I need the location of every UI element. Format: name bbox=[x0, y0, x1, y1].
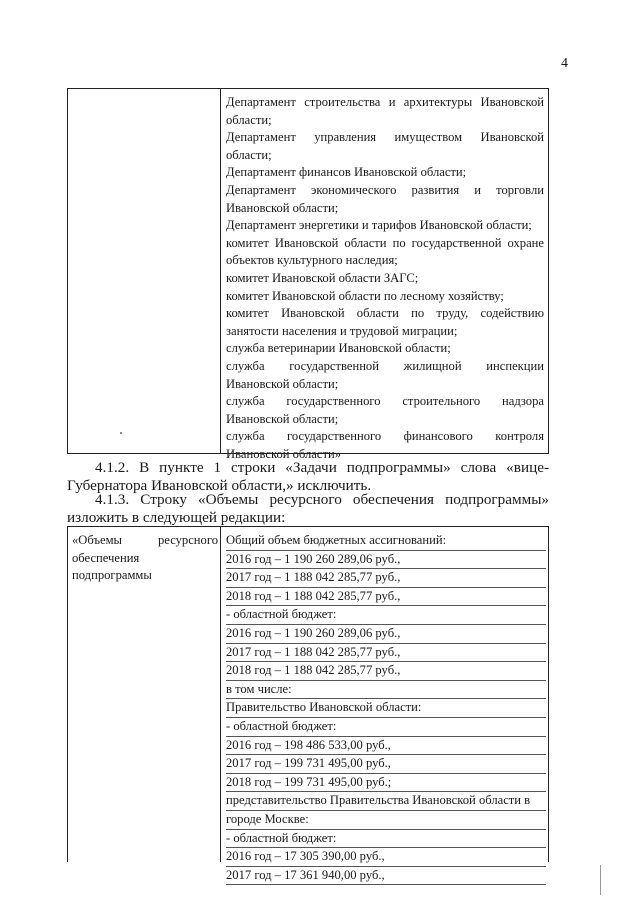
budget-line: 2018 год – 199 731 495,00 руб.; bbox=[226, 774, 546, 793]
agency-line: объектов культурного наследия; bbox=[226, 253, 398, 268]
budget-line: - областной бюджет: bbox=[226, 830, 546, 849]
agency-line: области; bbox=[226, 147, 272, 162]
resources-table bbox=[67, 526, 549, 882]
column-divider bbox=[220, 89, 221, 453]
budget-line: 2017 год – 1 188 042 285,77 руб., bbox=[226, 644, 546, 663]
agency-line: Департамент финансов Ивановской области; bbox=[226, 165, 467, 180]
budget-line: 2017 год – 1 188 042 285,77 руб., bbox=[226, 569, 546, 588]
budget-line: 2016 год – 1 190 260 289,06 руб., bbox=[226, 625, 546, 644]
scan-edge-mark bbox=[600, 865, 601, 895]
agency-line: занятости населения и трудовой миграции; bbox=[226, 323, 458, 338]
agency-line: Ивановской области; bbox=[226, 411, 339, 426]
budget-values-cell bbox=[226, 532, 546, 885]
agency-line: области; bbox=[226, 112, 272, 127]
agencies-list-cell bbox=[226, 94, 544, 463]
agency-line: комитет Ивановской области ЗАГС; bbox=[226, 270, 419, 285]
agency-line: Департамент управления имуществом Ивановской bbox=[226, 130, 544, 145]
budget-line: - областной бюджет: bbox=[226, 606, 546, 625]
budget-line: 2017 год – 199 731 495,00 руб., bbox=[226, 755, 546, 774]
paragraph-4-1-3 bbox=[67, 491, 549, 526]
paragraph-line: изложить в следующей редакции: bbox=[67, 508, 286, 526]
paragraph-line: 4.1.3. Строку «Объемы ресурсного обеспечения подпрограммы» bbox=[95, 491, 549, 508]
budget-line: 2018 год – 1 188 042 285,77 руб., bbox=[226, 662, 546, 681]
agency-line: Департамент строительства и архитектуры Ивановской bbox=[226, 95, 544, 109]
agency-line: комитет Ивановской области по лесному хозяйству; bbox=[226, 288, 504, 303]
budget-line: 2016 год – 17 305 390,00 руб., bbox=[226, 848, 546, 867]
agency-line: служба государственного финансового контроля bbox=[226, 429, 544, 444]
agency-line: служба государственной жилищной инспекции bbox=[226, 358, 544, 373]
agency-line: Ивановской области; bbox=[226, 200, 339, 215]
row-label-line: обеспечения bbox=[72, 550, 140, 565]
budget-line: городе Москве: bbox=[226, 811, 546, 830]
budget-line: представительство Правительства Ивановской области в bbox=[226, 792, 546, 811]
budget-line: 2016 год – 198 486 533,00 руб., bbox=[226, 737, 546, 756]
agency-line: комитет Ивановской области по труду, содействию bbox=[226, 306, 544, 321]
row-label-line: подпрограммы bbox=[72, 568, 152, 583]
paragraph-line: Губернатора Ивановской области,» исключить. bbox=[67, 476, 372, 494]
agency-line: Департамент экономического развития и торговли bbox=[226, 182, 544, 197]
budget-line: 2016 год – 1 190 260 289,06 руб., bbox=[226, 551, 546, 570]
agency-line: служба ветеринарии Ивановской области; bbox=[226, 341, 451, 356]
budget-line: 2018 год – 1 188 042 285,77 руб., bbox=[226, 588, 546, 607]
budget-line: в том числе: bbox=[226, 681, 546, 700]
scan-speck bbox=[120, 432, 122, 434]
agency-line: Ивановской области» bbox=[226, 446, 342, 461]
agency-line: Департамент энергетики и тарифов Ивановской области; bbox=[226, 218, 532, 233]
agency-line: служба государственного строительного надзора bbox=[226, 394, 544, 409]
paragraph-4-1-2 bbox=[67, 459, 549, 494]
page-number: 4 bbox=[561, 56, 568, 71]
budget-line: - областной бюджет: bbox=[226, 718, 546, 737]
column-divider bbox=[220, 527, 221, 862]
row-label-line: «Объемы ресурсного bbox=[72, 533, 218, 547]
agency-line: комитет Ивановской области по государственной охране bbox=[226, 235, 544, 250]
row-label-cell bbox=[72, 532, 218, 585]
budget-line: 2017 год – 17 361 940,00 руб., bbox=[226, 867, 546, 886]
agencies-table bbox=[67, 88, 549, 461]
budget-line: Общий объем бюджетных ассигнований: bbox=[226, 532, 546, 551]
paragraph-line: 4.1.2. В пункте 1 строки «Задачи подпрограммы» слова «вице- bbox=[95, 459, 549, 476]
agency-line: Ивановской области; bbox=[226, 376, 339, 391]
budget-line: Правительство Ивановской области: bbox=[226, 699, 546, 718]
